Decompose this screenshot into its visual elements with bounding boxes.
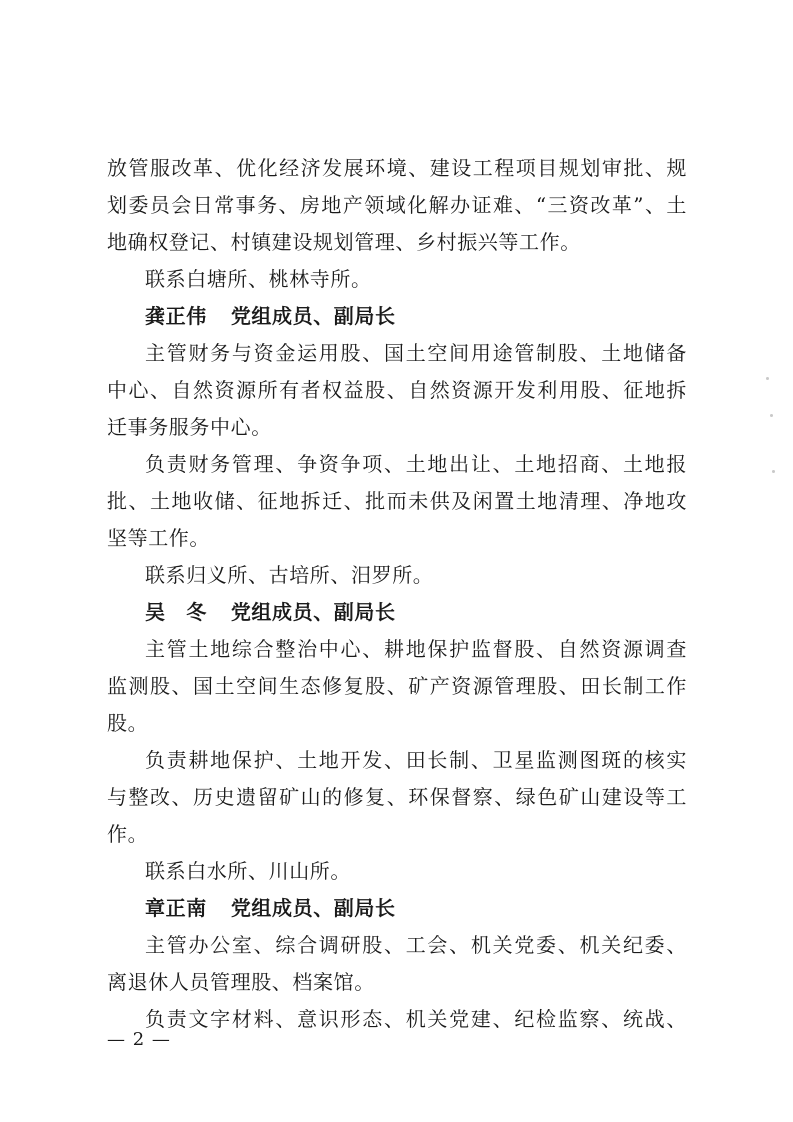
- official-name: 章正南: [145, 896, 207, 920]
- text-line: 批、土地收储、征地拆迁、批而未供及闲置土地清理、净地攻: [107, 489, 687, 513]
- text-line: 监测股、国土空间生态修复股、矿产资源管理股、田长制工作: [107, 674, 687, 698]
- official-title: 党组成员、副局长: [230, 600, 396, 624]
- official-title: 党组成员、副局长: [230, 304, 396, 328]
- scan-speck: [772, 470, 775, 473]
- text-line: 联系白塘所、桃林寺所。: [145, 267, 372, 291]
- official-heading: [107, 594, 687, 631]
- text-line: 作。: [107, 822, 149, 846]
- text-line: 股。: [107, 711, 149, 735]
- text-line: 联系归义所、古培所、汨罗所。: [145, 563, 434, 587]
- scan-speck: [770, 414, 773, 417]
- text-line: 联系白水所、川山所。: [145, 859, 351, 883]
- text-line: 负责财务管理、争资争项、土地出让、土地招商、土地报: [145, 452, 687, 476]
- official-heading: [107, 890, 687, 927]
- text-line: 坚等工作。: [107, 526, 210, 550]
- official-name: 龚正伟: [145, 304, 207, 328]
- text-line: 划委员会日常事务、房地产领域化解办证难、“三资改革”、土: [107, 193, 687, 217]
- official-heading: [107, 298, 687, 335]
- text-line: 负责文字材料、意识形态、机关党建、纪检监察、统战、: [145, 1007, 687, 1031]
- text-line: 主管土地综合整治中心、耕地保护监督股、自然资源调查: [145, 637, 687, 661]
- text-line: 中心、自然资源所有者权益股、自然资源开发利用股、征地拆: [107, 378, 687, 402]
- text-line: 放管服改革、优化经济发展环境、建设工程项目规划审批、规: [107, 156, 687, 180]
- official-title: 党组成员、副局长: [230, 896, 396, 920]
- text-line: 与整改、历史遗留矿山的修复、环保督察、绿色矿山建设等工: [107, 785, 687, 809]
- text-line: 主管办公室、综合调研股、工会、机关党委、机关纪委、: [145, 933, 687, 957]
- text-line: 负责耕地保护、土地开发、田长制、卫星监测图斑的核实: [145, 748, 687, 772]
- text-line: 迁事务服务中心。: [107, 415, 272, 439]
- text-line: 主管财务与资金运用股、国土空间用途管制股、土地储备: [145, 341, 687, 365]
- text-line: 离退休人员管理股、档案馆。: [107, 970, 375, 994]
- text-line: 地确权登记、村镇建设规划管理、乡村振兴等工作。: [107, 230, 581, 254]
- official-name: 吴 冬: [145, 600, 207, 624]
- scan-speck: [766, 377, 769, 380]
- document-body: [107, 150, 687, 1038]
- page-number: — 2 —: [107, 1029, 171, 1050]
